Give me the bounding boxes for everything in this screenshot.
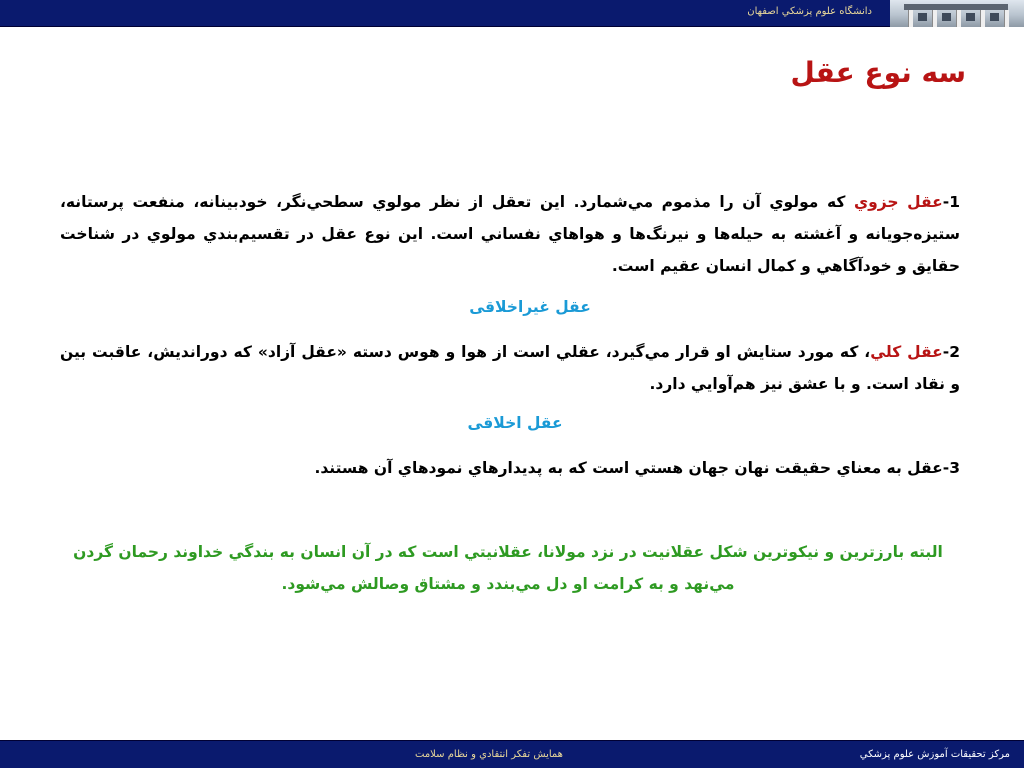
- caption-non-moral-intellect: عقل غيراخلاقی: [469, 298, 591, 316]
- building-window: [990, 13, 999, 21]
- item-text: عقل به معناي حقيقت نهان جهان هستي است كه به پديدارهاي نمودهاي آن هستند.: [314, 459, 943, 477]
- conclusion-text: البته بارزترين و نيكوترين شكل عقلانيت در نزد مولانا، عقلانيتي است كه در آن انسان به بندگي خداوند رحمان گردن مي‌نهد و به كرامت او دل مي‌بندد و مشتاق وصالش مي‌شود.: [73, 543, 943, 593]
- list-item-universal-intellect: [60, 336, 960, 400]
- item-text: ، كه مورد ستايش او قرار مي‌گيرد، عقلي است از هوا و هوس دسته «عقل آزاد» كه دوراندیش، عاقبت بين و نقاد است. و با عشق نيز هم‌آوايي دارد.: [60, 343, 960, 393]
- item-term: عقل كلي: [870, 343, 943, 361]
- building-column: [1004, 10, 1009, 27]
- item-number: 3-: [942, 459, 960, 477]
- university-name: دانشگاه علوم پزشكي اصفهان: [747, 6, 872, 17]
- bottom-banner: [0, 740, 1024, 768]
- building-column: [908, 10, 913, 27]
- building-column: [932, 10, 937, 27]
- caption-moral-intellect: عقل اخلاقی: [467, 414, 563, 432]
- item-number: 2-: [942, 343, 960, 361]
- slide-title: سه نوع عقل: [790, 56, 966, 89]
- item-text: كه مولوي آن را مذموم مي‌شمارد. اين تعقل از نظر مولوي سطحي‌نگر، خودبينانه، منفعت پرستانه، ستيزه‌جويانه و آغشته به حيله‌ها و نيرنگ‌ها و هواهاي نفساني است. اين نوع عقل در تقسيم‌بندي مولوي در شناخت حقايق و خودآگاهي و كمال انسان عقيم است.: [60, 193, 960, 275]
- building-column: [980, 10, 985, 27]
- list-item-partial-intellect: [60, 186, 960, 282]
- building-window: [942, 13, 951, 21]
- item-number: 1-: [942, 193, 960, 211]
- building-column: [956, 10, 961, 27]
- list-item-cosmic-intellect: [60, 452, 960, 484]
- conference-name: همايش تفكر انتقادي و نظام سلامت: [415, 749, 563, 760]
- building-window: [918, 13, 927, 21]
- top-banner: [0, 0, 1024, 27]
- building-window: [966, 13, 975, 21]
- research-center-name: مركز تحقيقات آموزش علوم پزشكي: [859, 749, 1010, 760]
- building-photo: [890, 0, 1024, 27]
- item-term: عقل جزوي: [853, 193, 943, 211]
